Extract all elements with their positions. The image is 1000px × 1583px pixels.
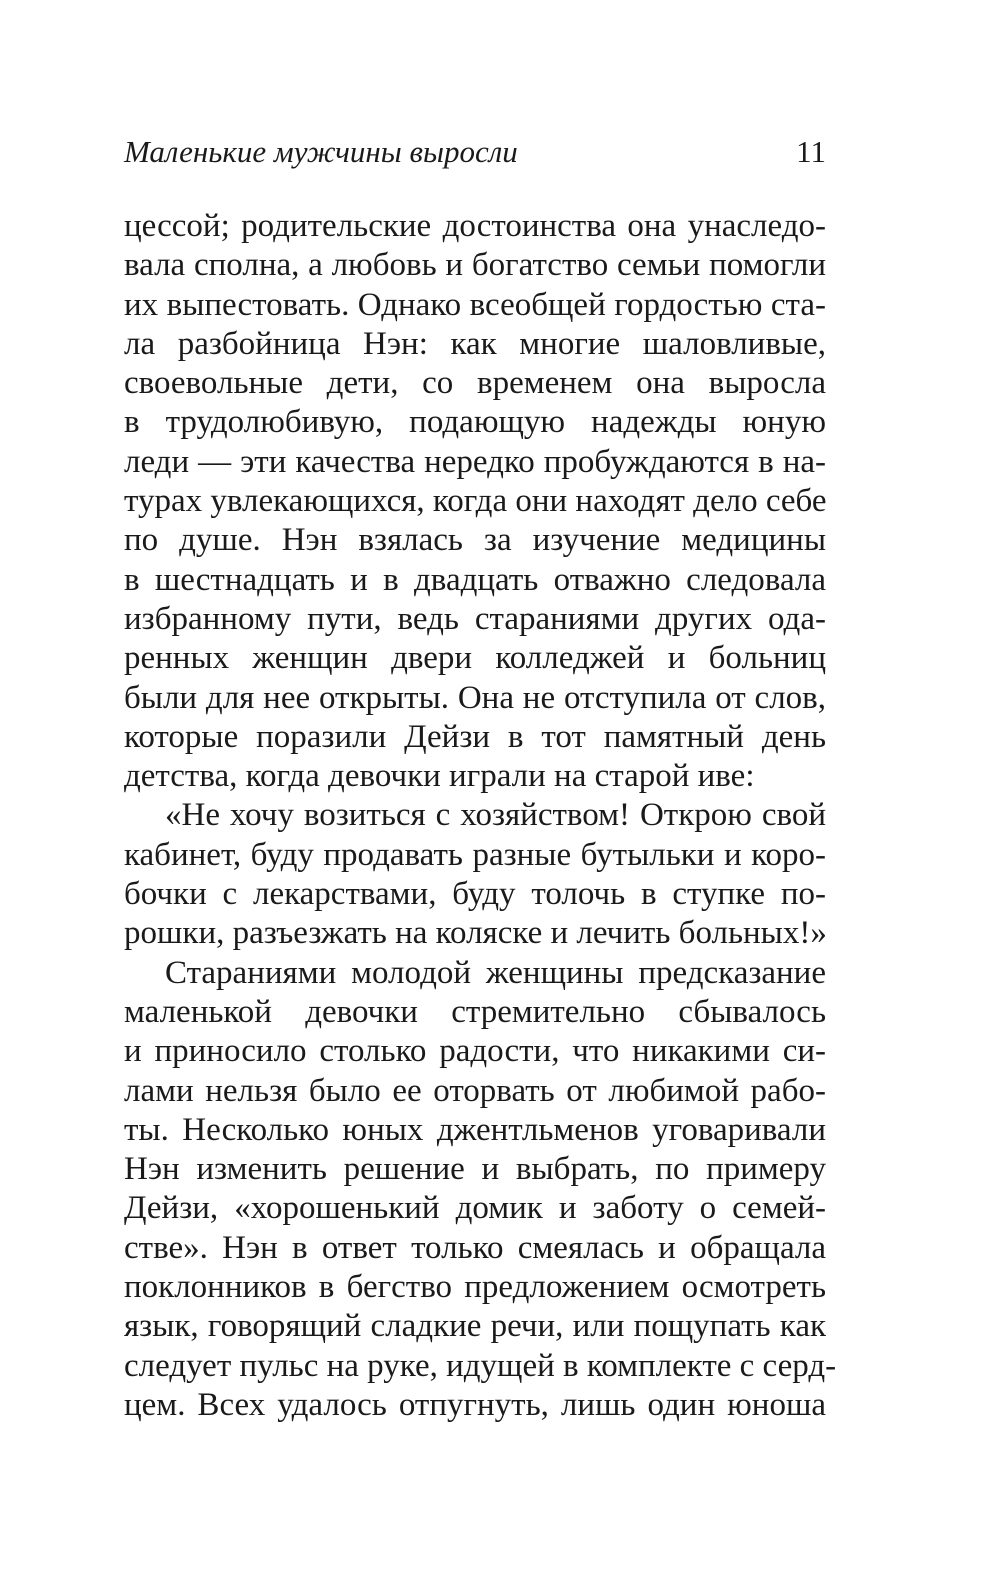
text-line: Стараниями молодой женщины предсказание (165, 954, 826, 991)
book-page (124, 0, 837, 1583)
text-line: и приносило столько радости, что никакими си- (124, 1033, 826, 1070)
text-line: цем. Всех удалось отпугнуть, лишь один юноша (124, 1386, 826, 1423)
text-line: вала сполна, а любовь и богатство семьи помогли (124, 247, 826, 284)
text-line: которые поразили Дейзи в тот памятный день (124, 718, 826, 755)
running-title: Маленькие мужчины выросли (124, 134, 518, 169)
body-text (124, 207, 837, 1425)
text-line: в трудолюбивую, подающую надежды юную (124, 404, 826, 441)
page-number: 11 (796, 134, 826, 169)
text-line: в шестнадцать и в двадцать отважно следовала (124, 561, 826, 598)
text-line: своевольные дети, со временем она выросла (124, 365, 826, 402)
text-line: Дейзи, «хорошенький домик и заботу о семей- (124, 1190, 826, 1227)
text-line: кабинет, буду продавать разные бутыльки и коро- (124, 836, 826, 873)
text-line: ла разбойница Нэн: как многие шаловливые, (124, 325, 826, 362)
text-line: были для нее открыты. Она не отступила от слов, (124, 679, 826, 716)
text-line: ты. Несколько юных джентльменов уговаривали (124, 1111, 826, 1148)
text-line: турах увлекающихся, когда они находят дело себе (124, 483, 827, 520)
text-line: по душе. Нэн взялась за изучение медицины (124, 522, 826, 559)
text-line: следует пульс на руке, идущей в комплекте с серд- (124, 1347, 837, 1384)
text-line: маленькой девочки стремительно сбывалось (124, 993, 826, 1030)
text-line: цессой; родительские достоинства она унаследо- (124, 208, 826, 244)
text-line: рошки, разъезжать на коляске и лечить больных!» (124, 915, 827, 952)
text-line: язык, говорящий сладкие речи, или пощупать как (124, 1308, 826, 1345)
text-line: лами нельзя было ее оторвать от любимой рабо- (124, 1072, 826, 1109)
text-line: ренных женщин двери колледжей и больниц (124, 640, 826, 677)
text-line: избранному пути, ведь стараниями других ода- (124, 600, 826, 637)
text-line: бочки с лекарствами, буду толочь в ступке по- (124, 876, 826, 913)
text-line: стве». Нэн в ответ только смеялась и обращала (124, 1229, 826, 1266)
text-line: поклонников в бегство предложением осмотреть (124, 1269, 826, 1306)
text-line: детства, когда девочки играли на старой иве: (124, 758, 755, 795)
text-line: их выпестовать. Однако всеобщей гордостью ста- (124, 286, 826, 323)
text-line: Нэн изменить решение и выбрать, по примеру (124, 1151, 826, 1188)
text-line: «Не хочу возиться с хозяйством! Открою свой (165, 797, 826, 834)
running-head (124, 132, 826, 172)
text-line: леди — эти качества нередко пробуждаются в на- (124, 443, 826, 480)
